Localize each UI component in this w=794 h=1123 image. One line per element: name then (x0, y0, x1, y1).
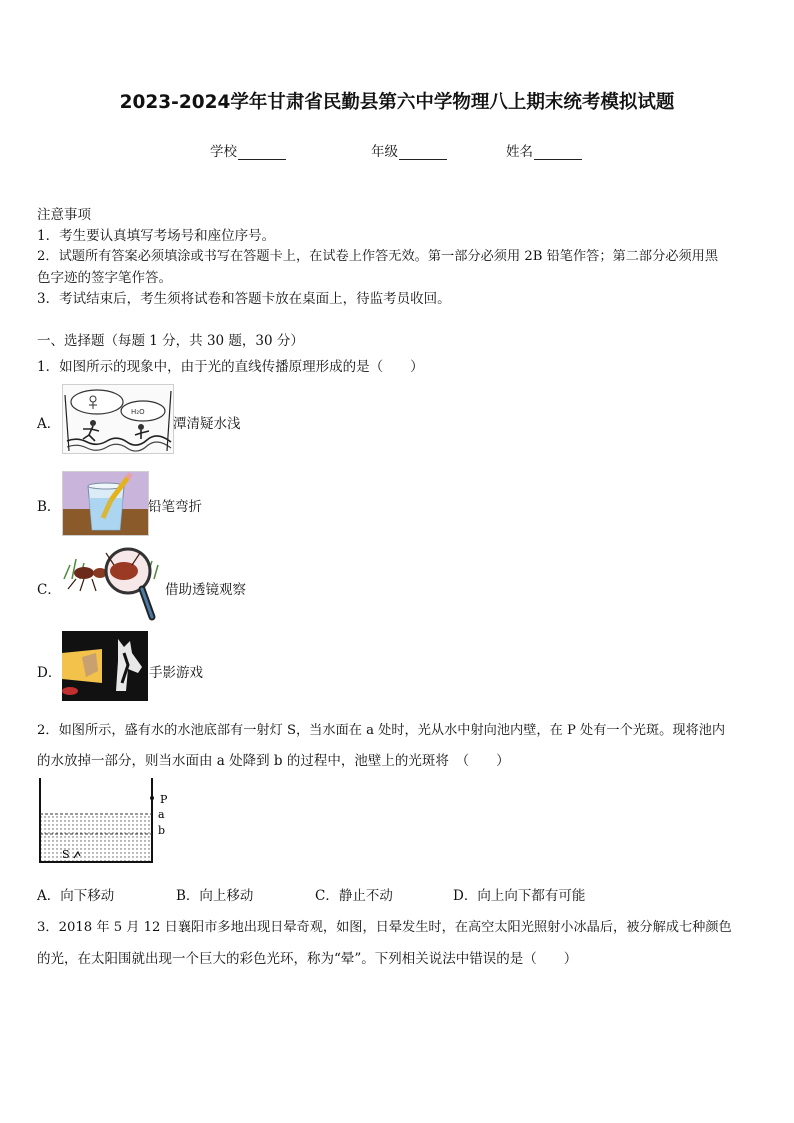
q2-option-c[interactable]: C．静止不动 (315, 888, 393, 904)
section-heading: 一、选择题（每题 1 分，共 30 题，30 分） (37, 333, 304, 349)
question-3-line2: 的光，在太阳围就出现一个巨大的彩色光环，称为“晕”。下列相关说法中错误的是（ ） (37, 951, 578, 967)
option-d-image (62, 631, 148, 701)
q2-option-d[interactable]: D．向上向下都有可能 (453, 888, 586, 904)
option-b-letter[interactable]: B． (37, 499, 61, 515)
school-field[interactable] (210, 140, 286, 160)
label-b: b (158, 824, 166, 837)
option-c-letter[interactable]: C． (37, 582, 61, 598)
question-3-line1: 3．2018 年 5 月 12 日襄阳市多地出现日晕奇观，如图，日晕发生时，在高空太阳光照射小冰晶后，被分解成七种颜色 (37, 920, 732, 935)
name-field[interactable] (506, 140, 582, 160)
svg-text:H₂O: H₂O (131, 408, 145, 416)
question-2-line2: 的水放掉一部分，则当水面由 a 处降到 b 的过程中，池壁上的光斑将 （ ） (37, 753, 510, 769)
school-label: 学校 (210, 144, 237, 160)
option-b-image (62, 471, 149, 536)
name-blank[interactable] (534, 145, 582, 160)
notes-item: 2．试题所有答案必须填涂或书写在答题卡上，在试卷上作答无效。第一部分必须用 2B 铅笔作答；第二部分必须用黑 (37, 249, 719, 264)
question-2-line1: 2．如图所示，盛有水的水池底部有一射灯 S，当水面在 a 处时，光从水中射向池内壁，在 P 处有一个光斑。现将池内 (37, 723, 726, 738)
option-c-caption: 借助透镜观察 (165, 582, 246, 598)
grade-label: 年级 (371, 144, 398, 160)
grade-field[interactable] (371, 140, 447, 160)
label-a: a (158, 808, 165, 821)
notes-item: 色字迹的签字笔作答。 (37, 270, 172, 286)
magnifier-ant-illustration (62, 545, 162, 623)
q2-option-b[interactable]: B．向上移动 (176, 888, 254, 904)
pond-illustration (63, 385, 173, 453)
label-p: P (160, 793, 168, 806)
name-label: 姓名 (506, 144, 533, 160)
question-1-stem: 1．如图所示的现象中，由于光的直线传播原理形成的是（ ） (37, 359, 424, 375)
option-a-caption: 潭清疑水浅 (173, 416, 241, 432)
grade-blank[interactable] (399, 145, 447, 160)
option-d-letter[interactable]: D． (37, 665, 62, 681)
option-b-caption: 铅笔弯折 (148, 499, 202, 515)
q2-option-a[interactable]: A．向下移动 (37, 888, 115, 904)
label-s: S (62, 848, 70, 861)
option-d-caption: 手影游戏 (149, 665, 203, 681)
pool-diagram (36, 776, 176, 866)
option-c-image (62, 545, 162, 623)
school-blank[interactable] (238, 145, 286, 160)
notes-heading: 注意事项 (37, 207, 91, 223)
page-title: 2023-2024学年甘肃省民勤县第六中学物理八上期末统考模拟试题 (119, 92, 675, 113)
glass-pencil-illustration (63, 472, 148, 535)
notes-item: 1．考生要认真填写考场号和座位序号。 (37, 228, 276, 244)
option-a-image (62, 384, 174, 454)
option-a-letter[interactable]: A． (37, 416, 61, 432)
hand-shadow-illustration (62, 631, 148, 701)
notes-item: 3．考试结束后，考生须将试卷和答题卡放在桌面上，待监考员收回。 (37, 291, 451, 307)
pool-diagram-svg (36, 776, 176, 866)
